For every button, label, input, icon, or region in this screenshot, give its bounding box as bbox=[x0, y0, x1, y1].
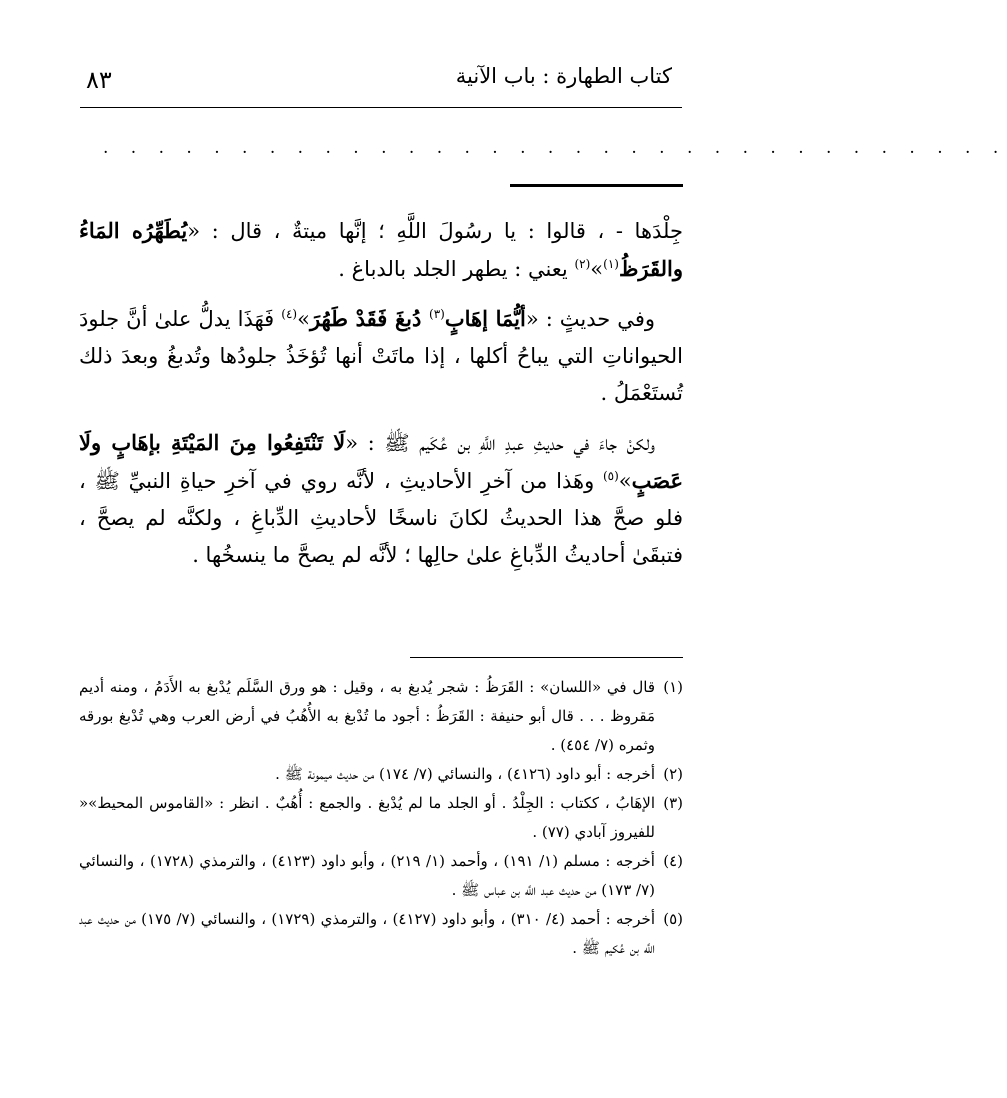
p1-hadith-quote: يُطَهِّرُه المَاءُ والقَرَظُ bbox=[79, 218, 683, 281]
paragraph-3 bbox=[79, 424, 683, 574]
footnote-ref-2: (٢) bbox=[574, 257, 591, 271]
footnote-text: قال في «اللسان» : القَرَظُ : شجر يُدبغ به ، وقيل : هو ورق السَّلَم يُدْبغ به الأَدَمُ ، ومنه أديم مَقروظ . . . قال أبو حنيفة : القَرَظُ : أجود ما تُدْبغ به الأُهُبُ في أرض العرب وهي تُدْبغ بورقه وثمره (٧/ ٤٥٤) . bbox=[79, 678, 655, 754]
footnote-number: (٣) bbox=[663, 794, 683, 812]
section-rule bbox=[510, 184, 683, 187]
page-number: ٨٣ bbox=[86, 66, 112, 94]
footnote-number: (٥) bbox=[663, 910, 683, 928]
footnote-number: (١) bbox=[663, 678, 683, 696]
footnote-ref-4: (٤) bbox=[281, 307, 298, 321]
main-text bbox=[79, 212, 683, 574]
p3-hadith-quote: لَا تَنْتَفِعُوا مِنَ المَيْتَةِ بإهَابٍ ولَا عَصَبٍ bbox=[79, 430, 683, 493]
header-rule bbox=[80, 107, 682, 108]
footnote-text: الإهَابُ ، ككتاب : الجِلْدُ . أو الجلد ما لم يُدْبغ . والجمع : أُهُبٌ . انظر : «القاموس المحيط»« للفيروز آبادي (٧٧) . bbox=[79, 794, 655, 841]
paragraph-2 bbox=[79, 300, 683, 412]
running-header-title: كتاب الطهارة : باب الآنية bbox=[455, 64, 672, 88]
footnote-ref-3: (٣) bbox=[429, 307, 445, 321]
p1-quote-close: » bbox=[590, 257, 604, 281]
footnote-number: (٤) bbox=[663, 852, 683, 870]
footnote-text: أخرجه : مسلم (١/ ١٩١) ، وأحمد (١/ ٢١٩) ، وأبو داود (٤١٢٣) ، والترمذي (١٧٢٨) ، والنسائي (٧/ ١٧٣) من حديث عبد اللَّه بن عباس ﷺ . bbox=[79, 852, 655, 899]
p2-text-a: وفي حديثٍ : « bbox=[525, 307, 655, 331]
footnote-3 bbox=[79, 789, 683, 847]
footnotes bbox=[79, 673, 683, 963]
p2-hadith-quote-b: دُبغَ فَقَدْ طَهُرَ bbox=[309, 306, 430, 331]
paragraph-1 bbox=[79, 212, 683, 288]
p2-quote-close: » bbox=[297, 307, 310, 331]
p3-quote-close: » bbox=[618, 469, 632, 493]
p3-text-a: ولكنْ جاءَ في حديثِ عبدِ اللَّهِ بن عُكَيم ﷺ : « bbox=[345, 431, 656, 455]
footnote-number: (٢) bbox=[663, 765, 683, 783]
p2-hadith-quote-a: أيُّمَا إهَابٍ bbox=[444, 306, 526, 331]
p2-text-b: فَهَذَا يدلُّ علىٰ أنَّ جلودَ الحيواناتِ التي يباحُ أكلها ، إذا ماتَتْ أنها تُؤخَذُ جلودُها وتُدبغُ وبعدَ ذلك تُستَعْمَلُ . bbox=[79, 307, 683, 405]
footnote-rule bbox=[410, 657, 683, 658]
footnote-ref-1: (١) bbox=[603, 257, 619, 271]
p1-text-b: يعني : يطهر الجلد بالدباغ . bbox=[338, 257, 575, 281]
footnote-4 bbox=[79, 847, 683, 905]
footnote-2 bbox=[79, 760, 683, 789]
footnote-ref-5: (٥) bbox=[602, 469, 619, 483]
footnote-1 bbox=[79, 673, 683, 760]
footnote-text: أخرجه : أحمد (٤/ ٣١٠) ، وأبو داود (٤١٢٧) ، والترمذي (١٧٢٩) ، والنسائي (٧/ ١٧٥) من حديث عبد اللَّه بن عُكيم ﷺ . bbox=[79, 910, 655, 957]
p1-text-a: جِلْدَها - ، قالوا : يا رسُولَ اللَّهِ ؛ إنَّها ميتةٌ ، قال : « bbox=[187, 219, 683, 243]
footnote-text: أخرجه : أبو داود (٤١٢٦) ، والنسائي (٧/ ١٧٤) من حديث ميمونة ﷺ . bbox=[275, 765, 655, 783]
p3-text-b: وهَذا من آخرِ الأحاديثِ ، لأنَّه روي في آخرِ حياةِ النبيِّ ﷺ ، فلو صحَّ هذا الحديثُ لكانَ ناسخًا لأحاديثِ الدِّباغِ ، ولكنَّه لم يصحَّ ، فتبقَىٰ أحاديثُ الدِّباغِ علىٰ حالِها ؛ لأنَّه لم يصحَّ ما ينسخُها . bbox=[79, 469, 683, 567]
continuation-dots: . . . . . . . . . . . . . . . . . . . . . . . . . . . . . . . . . bbox=[103, 138, 1007, 158]
footnote-5 bbox=[79, 905, 683, 963]
